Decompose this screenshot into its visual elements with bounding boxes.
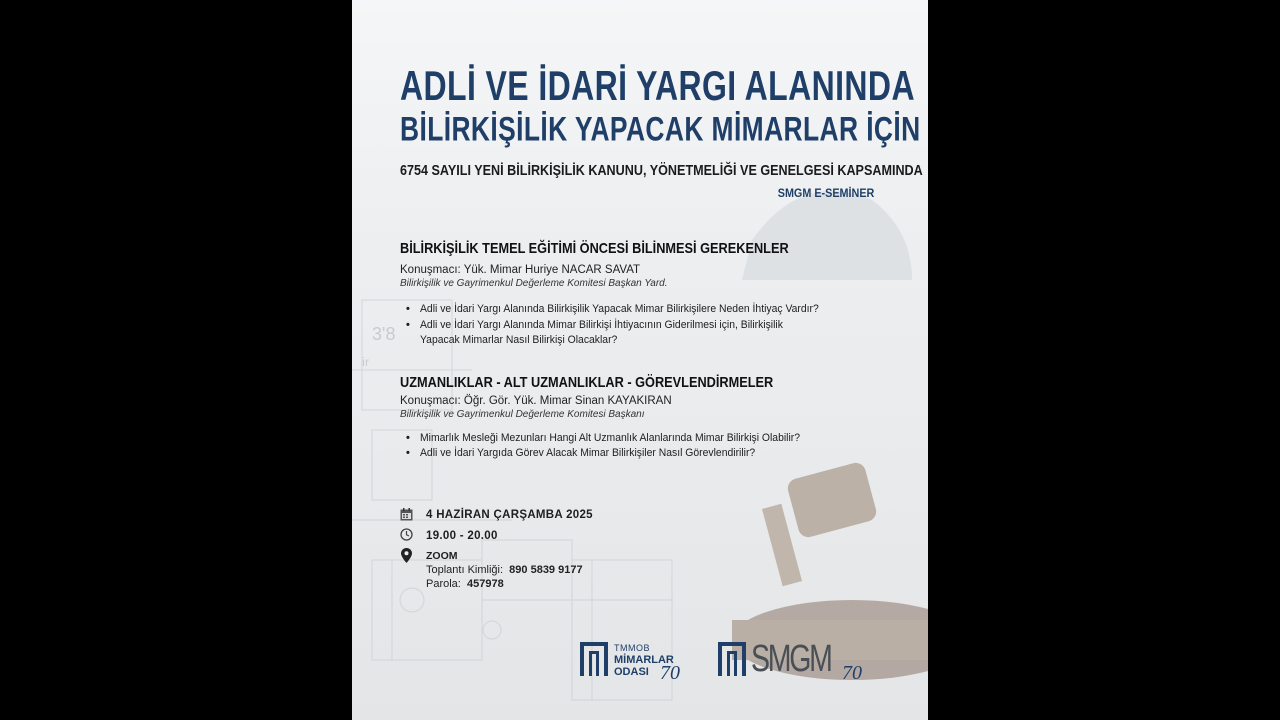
- section2-bullets: [400, 431, 910, 461]
- meeting-id-label: Toplantı Kimliği:: [426, 564, 504, 576]
- list-item: • Adli ve İdari Yargı Alanında Mimar Bilirkişi İhtiyacının Giderilmesi için, Bilirkişilik Yapacak Mimarlar Nasıl Bilirkişi Olacaklar?: [400, 318, 910, 348]
- section1-bullets: [400, 302, 910, 348]
- logo-70-badge: 70: [660, 662, 680, 684]
- password-label: Parola:: [426, 578, 461, 590]
- list-item: • Mimarlık Mesleği Mezunları Hangi Alt Uzmanlık Alanlarında Mimar Bilirkişi Olabilir?: [400, 431, 910, 446]
- svg-text:3'8: 3'8: [372, 324, 396, 344]
- password-row: [426, 578, 504, 590]
- logo-smgm-text: SMGM: [751, 638, 831, 680]
- event-date: 4 HAZİRAN ÇARŞAMBA 2025: [426, 509, 593, 521]
- meeting-id-row: [426, 564, 583, 576]
- list-item: • Adli ve İdari Yargı Alanında Bilirkişilik Yapacak Mimar Bilirkişilere Neden İhtiyaç Vardır?: [400, 302, 910, 317]
- seminar-tag: SMGM E-SEMİNER: [777, 186, 874, 200]
- logo-tmmob-text: TMMOB: [614, 643, 650, 653]
- svg-text:ᵢᵣ: ᵢᵣ: [362, 349, 370, 369]
- password-value: 457978: [466, 578, 504, 590]
- section2-speaker-role: Bilirkişilik ve Gayrimenkul Değerleme Komitesi Başkanı: [400, 409, 645, 420]
- logo-mimarlar-text: MİMARLAR: [614, 654, 674, 666]
- clock-icon: [400, 528, 413, 541]
- poster-title-line2: BİLİRKİŞİLİK YAPACAK MİMARLAR İÇİN: [400, 109, 921, 148]
- section1-heading: BİLİRKİŞİLİK TEMEL EĞİTİMİ ÖNCESİ BİLİNMESİ GEREKENLER: [400, 240, 789, 257]
- event-platform: ZOOM: [426, 550, 458, 562]
- section1-speaker-role: Bilirkişilik ve Gayrimenkul Değerleme Komitesi Başkan Yard.: [400, 278, 668, 289]
- section2-speaker: Konuşmacı: Öğr. Gör. Yük. Mimar Sinan KAYAKIRAN: [400, 395, 672, 407]
- logo-70-badge-smgm: 70: [842, 662, 862, 684]
- location-pin-icon: [401, 548, 412, 563]
- calendar-icon: [400, 508, 413, 521]
- meeting-id-value: 890 5839 9177: [509, 564, 583, 576]
- tmmob-mark-inner: [589, 651, 599, 676]
- poster-title-line1: ADLİ VE İDARİ YARGI ALANINDA: [400, 63, 915, 110]
- poster-subtitle: 6754 SAYILI YENİ BİLİRKİŞİLİK KANUNU, YÖNETMELİĞİ VE GENELGESİ KAPSAMINDA: [400, 162, 923, 179]
- event-time: 19.00 - 20.00: [426, 530, 498, 542]
- seminar-poster: [352, 0, 928, 720]
- section2-heading: UZMANLIKLAR - ALT UZMANLIKLAR - GÖREVLENDİRMELER: [400, 374, 774, 391]
- tmmob-logo: [580, 640, 690, 685]
- smgm-mark-inner: [727, 651, 737, 676]
- section1-speaker: Konuşmacı: Yük. Mimar Huriye NACAR SAVAT: [400, 264, 641, 276]
- logo-odasi-text: ODASI: [614, 666, 649, 678]
- list-item: • Adli ve İdari Yargıda Görev Alacak Mimar Bilirkişiler Nasıl Görevlendirilir?: [400, 446, 910, 461]
- smgm-logo: [718, 640, 888, 685]
